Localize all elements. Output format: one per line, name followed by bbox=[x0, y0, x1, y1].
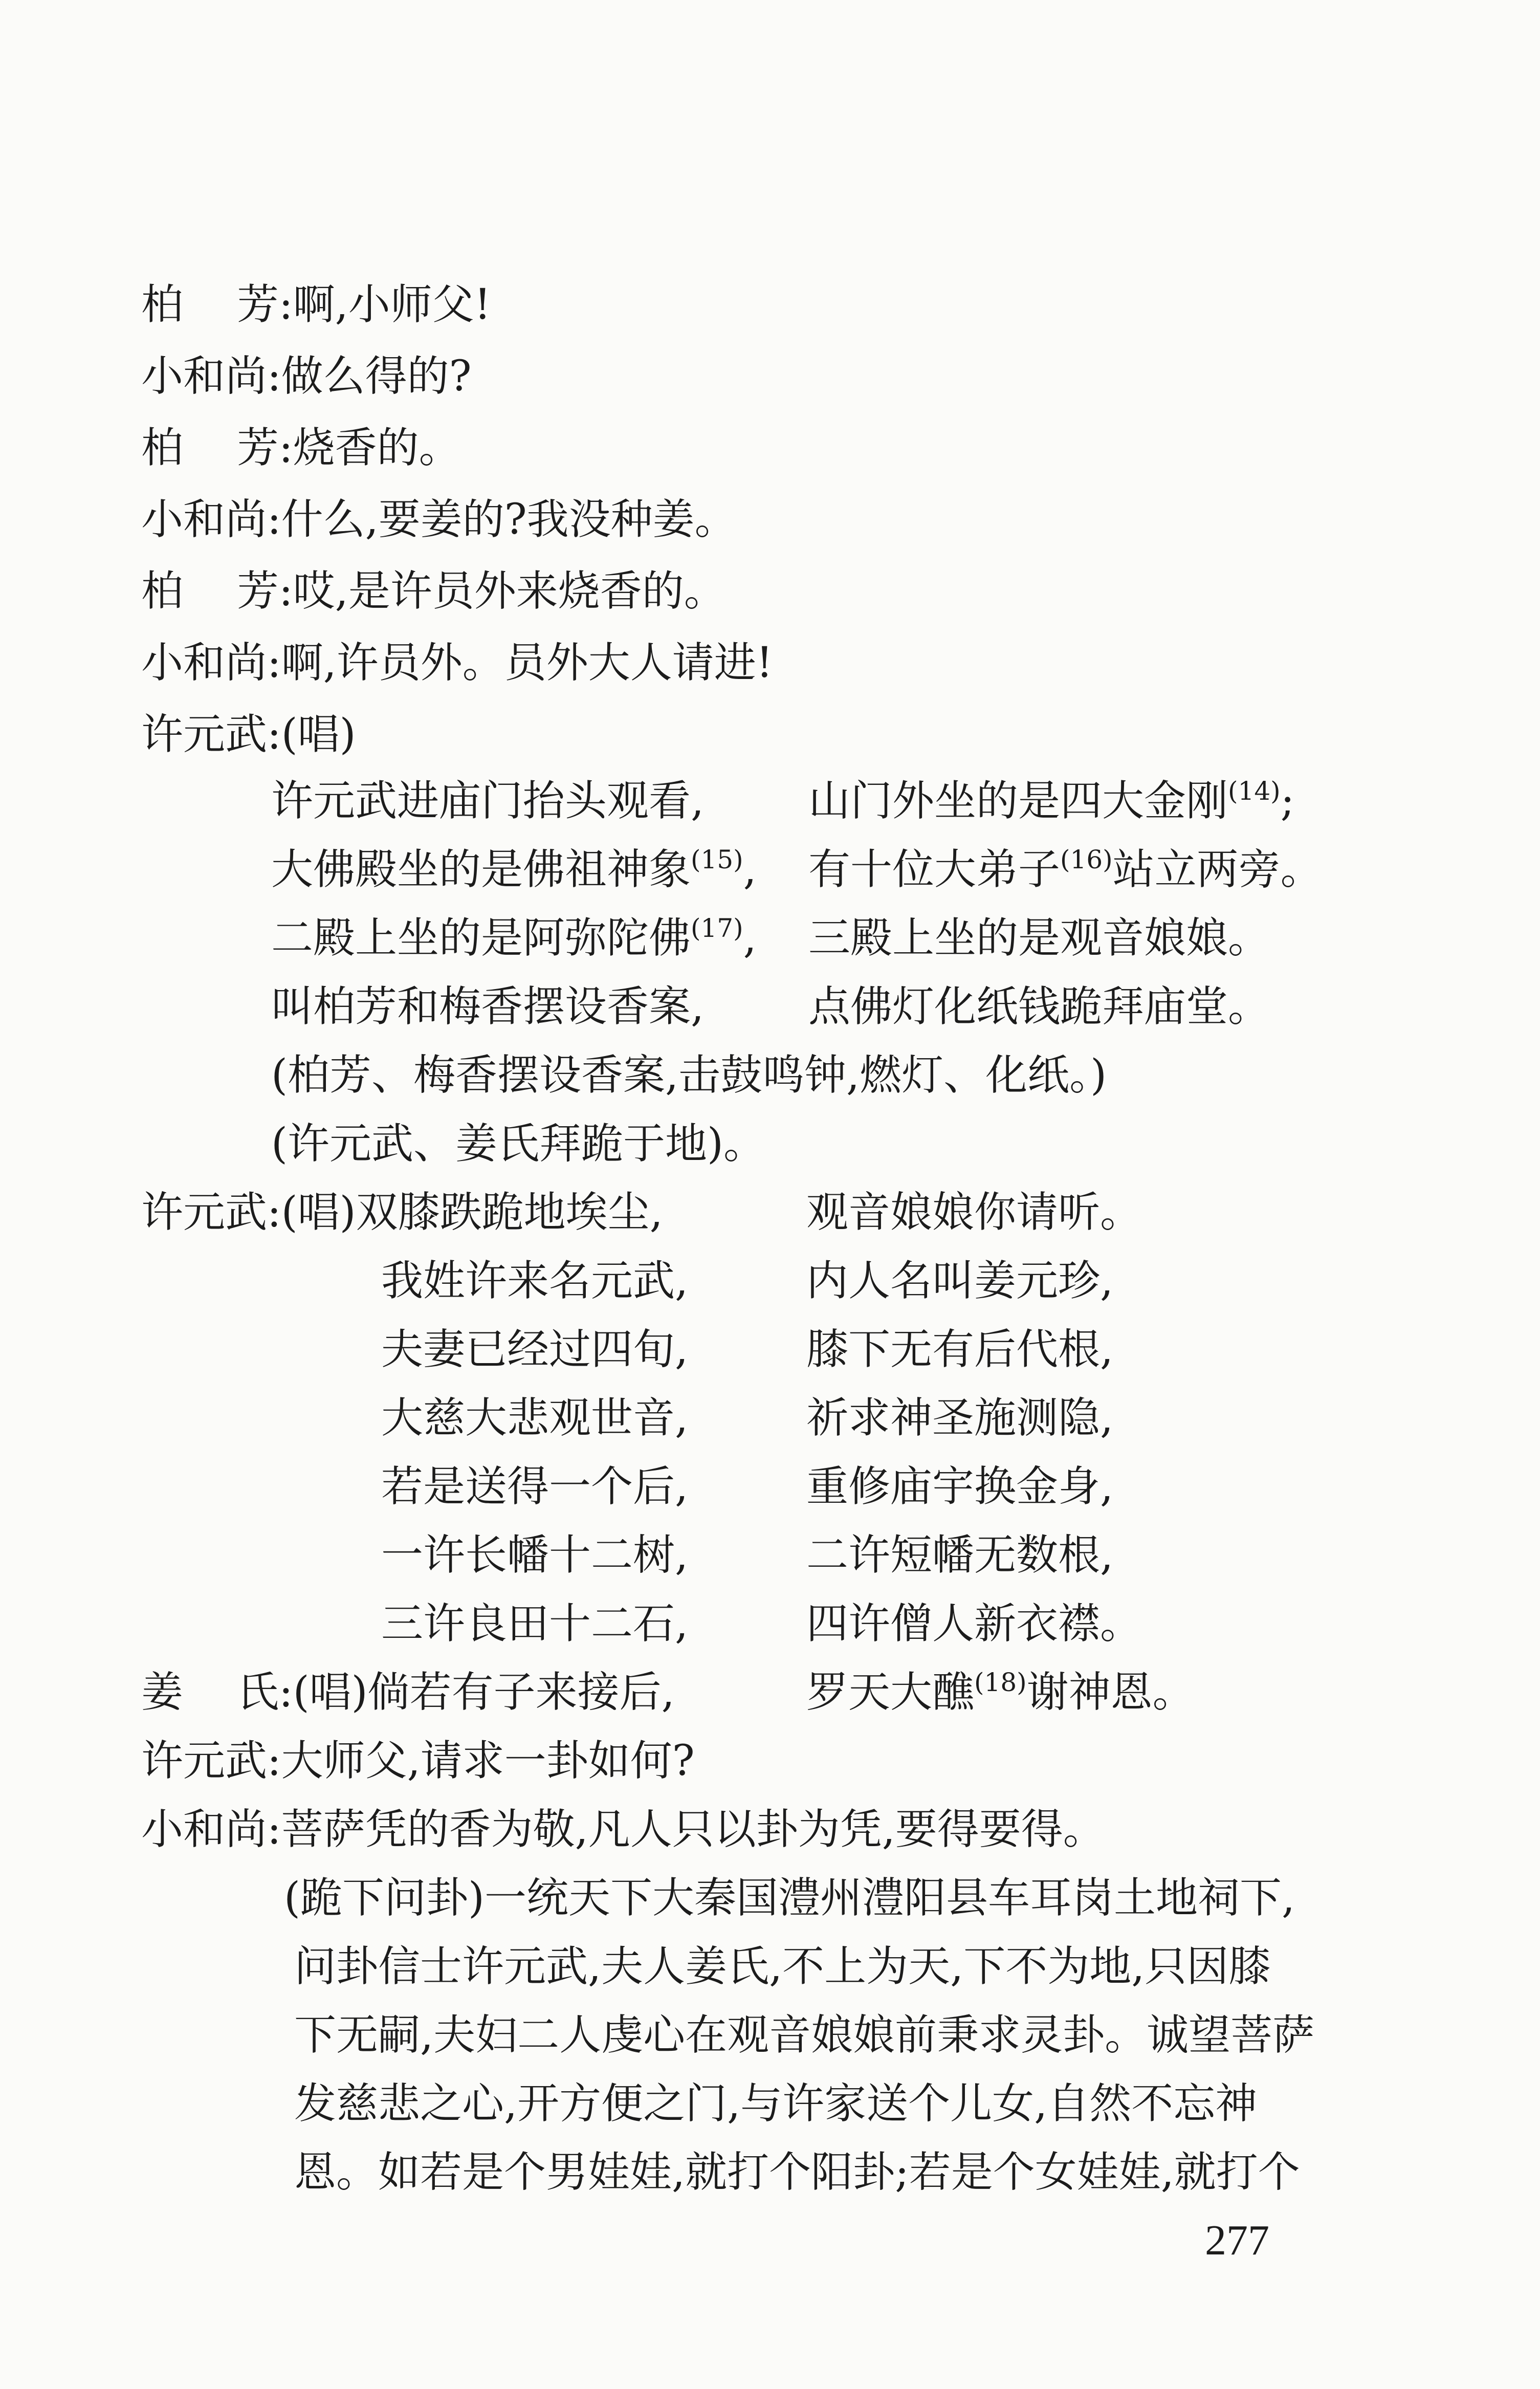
verse-line: 二殿上坐的是阿弥陀佛$^{(17)}$, 三殿上坐的是观音娘娘。 bbox=[271, 913, 1270, 962]
speech: :哎,是许员外来烧香的。 bbox=[279, 567, 726, 616]
speaker: 姜氏 bbox=[141, 1668, 279, 1717]
speaker: 小和尚 bbox=[141, 495, 268, 544]
page-number: 277 bbox=[1205, 2217, 1269, 2264]
footnote-marker: (17) bbox=[691, 913, 743, 943]
dialogue-line bbox=[141, 1804, 1105, 1855]
speaker: 许元武 bbox=[141, 1737, 268, 1785]
dialogue-line bbox=[141, 423, 461, 474]
prayer-line: 发慈悲之心,开方便之门,与许家送个儿女,自然不忘神 bbox=[294, 2079, 1258, 2128]
footnote-marker: (14) bbox=[1228, 776, 1281, 806]
song-line: 我姓许来名元武, 内人名叫姜元珍, bbox=[381, 1257, 1114, 1305]
footnote-marker: (16) bbox=[1060, 845, 1113, 874]
speaker: 柏芳 bbox=[141, 567, 279, 616]
dialogue-line bbox=[141, 709, 356, 760]
speaker: 小和尚 bbox=[141, 639, 268, 687]
song-line: 若是送得一个后, 重修庙宇换金身, bbox=[381, 1462, 1114, 1511]
dialogue-line bbox=[141, 1736, 695, 1787]
prayer-line: 下无嗣,夫妇二人虔心在观音娘娘前秉求灵卦。诚望菩萨 bbox=[294, 2011, 1315, 2059]
speech: :啊,小师父! bbox=[279, 280, 491, 329]
song-line: 许元武:(唱)双膝跌跪地埃尘, 观音娘娘你请听。 bbox=[141, 1187, 663, 1238]
dialogue-line bbox=[141, 279, 491, 331]
song-line: 一许长幡十二树, 二许短幡无数根, bbox=[381, 1531, 1114, 1580]
song-line: 大慈大悲观世音, 祈求神圣施测隐, bbox=[381, 1394, 1114, 1442]
prayer-line: 问卦信士许元武,夫人姜氏,不上为天,下不为地,只因膝 bbox=[294, 1942, 1271, 1991]
song-line: 姜氏:(唱)倘若有子来接后, 罗天大醮$^{(18)}$谢神恩。 bbox=[141, 1667, 675, 1718]
verse-line: 许元武进庙门抬头观看, 山门外坐的是四大金刚$^{(14)}$; bbox=[271, 776, 1295, 825]
verse-line: 大佛殿坐的是佛祖神象$^{(15)}$, 有十位大弟子$^{(16)}$站立两旁。 bbox=[271, 845, 1323, 894]
dialogue-line bbox=[141, 566, 726, 617]
speech: :啊,许员外。员外大人请进! bbox=[267, 639, 773, 687]
speaker: 柏芳 bbox=[141, 424, 279, 472]
dialogue-line bbox=[141, 351, 472, 402]
song-line: 三许良田十二石, 四许僧人新衣襟。 bbox=[381, 1599, 1142, 1648]
prayer-line: (跪下问卦)一统天下大秦国澧州澧阳县车耳岗土地祠下, bbox=[284, 1874, 1295, 1922]
stage-direction: (柏芳、梅香摆设香案,击鼓鸣钟,燃灯、化纸。) bbox=[271, 1051, 1107, 1100]
speech: :烧香的。 bbox=[279, 424, 461, 472]
speaker: 许元武 bbox=[141, 710, 268, 759]
speech: :菩萨凭的香为敬,凡人只以卦为凭,要得要得。 bbox=[267, 1805, 1105, 1854]
speech: :做么得的? bbox=[267, 352, 472, 401]
speaker: 小和尚 bbox=[141, 1805, 268, 1854]
song-line: 夫妻已经过四旬, 膝下无有后代根, bbox=[381, 1325, 1114, 1374]
speaker: 柏芳 bbox=[141, 280, 279, 329]
footnote-marker: (18) bbox=[974, 1668, 1027, 1697]
dialogue-line bbox=[141, 494, 737, 545]
stage-direction: (许元武、姜氏拜跪于地)。 bbox=[271, 1120, 765, 1168]
verse-line: 叫柏芳和梅香摆设香案, 点佛灯化纸钱跪拜庙堂。 bbox=[271, 982, 1270, 1031]
speech: :什么,要姜的?我没种姜。 bbox=[267, 495, 737, 544]
speech: :(唱) bbox=[267, 710, 356, 759]
speech: :大师父,请求一卦如何? bbox=[267, 1737, 695, 1785]
prayer-line: 恩。如若是个男娃娃,就打个阳卦;若是个女娃娃,就打个 bbox=[294, 2148, 1300, 2197]
speaker: 小和尚 bbox=[141, 352, 268, 401]
speaker: 许元武 bbox=[141, 1188, 268, 1237]
footnote-marker: (15) bbox=[691, 845, 743, 874]
dialogue-line bbox=[141, 638, 773, 689]
